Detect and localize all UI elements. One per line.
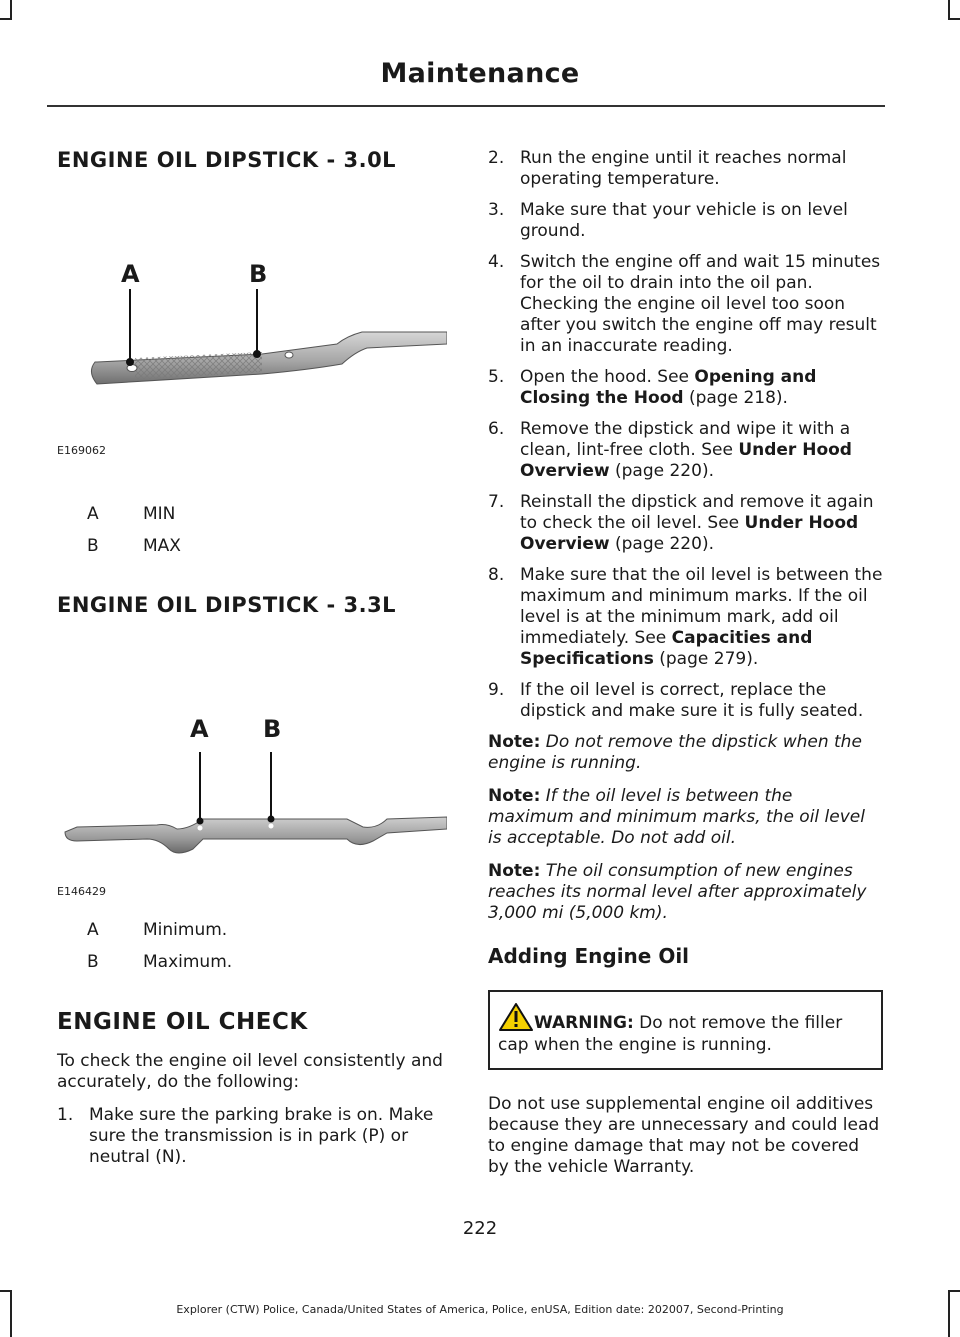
step-text: Remove the dipstick and wipe it with a clean, lint-free cloth. See bbox=[520, 419, 851, 460]
crop-mark bbox=[948, 1290, 960, 1292]
note-label: Note: bbox=[488, 861, 541, 881]
list-item bbox=[57, 1105, 447, 1168]
legend-value: MAX bbox=[143, 536, 181, 556]
page-number: 222 bbox=[462, 1218, 498, 1239]
legend-key: B bbox=[87, 952, 99, 972]
list-item bbox=[488, 680, 883, 722]
legend-row bbox=[57, 504, 447, 525]
figure-id: E146429 bbox=[57, 885, 106, 898]
legend-key: B bbox=[87, 536, 99, 556]
warning-triangle-icon bbox=[498, 1002, 534, 1032]
page-reference: (page 220). bbox=[609, 534, 714, 554]
list-item bbox=[488, 492, 883, 555]
warning-text: Do not remove the filler cap when the engine is running. bbox=[498, 1013, 843, 1055]
crop-mark bbox=[948, 18, 960, 20]
note-text: The oil consumption of new engines reaches its normal level after approximately 3,000 mi (5,000 km). bbox=[488, 861, 867, 923]
step-number: 9. bbox=[488, 680, 505, 700]
legend bbox=[57, 504, 447, 557]
body-text: Do not use supplemental engine oil additives because they are unnecessary and could lead to engine damage that may not be covered by the vehicle Warranty. bbox=[488, 1094, 880, 1177]
cross-reference-link[interactable]: Under Hood Overview bbox=[520, 440, 852, 481]
dipstick-30-illustration bbox=[57, 172, 447, 472]
crop-mark bbox=[0, 1290, 12, 1292]
section-title-dipstick-30: ENGINE OIL DIPSTICK - 3.0L bbox=[57, 148, 397, 172]
intro-text: To check the engine oil level consistently and accurately, do the following: bbox=[57, 1051, 443, 1092]
crop-mark bbox=[0, 18, 12, 20]
steps-list bbox=[488, 148, 883, 722]
step-number: 8. bbox=[488, 565, 505, 585]
dipstick-33-illustration bbox=[57, 617, 447, 912]
page-reference: (page 279). bbox=[653, 649, 759, 669]
notes bbox=[488, 732, 883, 924]
legend-row bbox=[57, 536, 447, 557]
list-item bbox=[488, 200, 883, 242]
legend-row bbox=[57, 952, 447, 973]
crop-mark bbox=[948, 0, 950, 20]
footer-text: Explorer (CTW) Police, Canada/United States of America, Police, enUSA, Edition date: 202007, Second-Printing bbox=[176, 1303, 784, 1316]
callout-b: B bbox=[263, 715, 282, 743]
legend-row bbox=[57, 920, 447, 941]
step-number: 6. bbox=[488, 419, 505, 439]
step-text: If the oil level is correct, replace the dipstick and make sure it is fully seated. bbox=[520, 680, 864, 721]
cross-reference-link[interactable]: Capacities and Specifications bbox=[520, 628, 813, 669]
legend-value: MIN bbox=[143, 504, 176, 524]
step-text: Reinstall the dipstick and remove it again to check the oil level. See bbox=[520, 492, 874, 533]
dipstick-33-figure bbox=[57, 617, 447, 912]
page-reference: (page 220). bbox=[609, 461, 714, 481]
step-text: Make sure that the oil level is between the maximum and minimum marks. If the oil level is at the minimum mark, add oil immediately. See bbox=[520, 565, 883, 648]
steps-list bbox=[57, 1105, 447, 1168]
callout-b: B bbox=[249, 260, 268, 288]
dipstick-30-figure bbox=[57, 172, 447, 472]
step-text: Make sure the parking brake is on. Make sure the transmission is in park (P) or neutral (N). bbox=[89, 1105, 434, 1167]
legend-value: Minimum. bbox=[143, 920, 228, 940]
legend-key: A bbox=[87, 504, 99, 524]
step-number: 4. bbox=[488, 252, 505, 272]
note bbox=[488, 732, 883, 774]
list-item bbox=[488, 419, 883, 482]
right-column bbox=[488, 148, 883, 1178]
page-title: Maintenance bbox=[380, 58, 580, 89]
callout-a: A bbox=[190, 715, 209, 743]
legend bbox=[57, 920, 447, 973]
list-item bbox=[488, 252, 883, 357]
list-item bbox=[488, 565, 883, 670]
legend-key: A bbox=[87, 920, 99, 940]
figure-id: E169062 bbox=[57, 444, 106, 457]
note-label: Note: bbox=[488, 786, 541, 806]
section-title-dipstick-33: ENGINE OIL DIPSTICK - 3.3L bbox=[57, 593, 397, 617]
left-column bbox=[57, 140, 447, 1178]
dipstick-hatch-band bbox=[135, 352, 262, 380]
list-item bbox=[488, 148, 883, 190]
dipstick-33-blade bbox=[65, 817, 447, 853]
crop-mark bbox=[10, 0, 12, 20]
subsection-title-adding-oil: Adding Engine Oil bbox=[488, 944, 690, 968]
note bbox=[488, 861, 883, 924]
step-number: 7. bbox=[488, 492, 505, 512]
step-text: Make sure that your vehicle is on level ground. bbox=[520, 200, 848, 241]
step-number: 3. bbox=[488, 200, 505, 220]
section-title-oil-check: ENGINE OIL CHECK bbox=[57, 1009, 308, 1035]
note-text: Do not remove the dipstick when the engine is running. bbox=[488, 732, 862, 773]
step-number: 2. bbox=[488, 148, 505, 168]
header-divider bbox=[47, 105, 885, 107]
step-number: 1. bbox=[57, 1105, 74, 1125]
list-item bbox=[488, 367, 883, 409]
legend-value: Maximum. bbox=[143, 952, 233, 972]
cross-reference-link[interactable]: Opening and Closing the Hood bbox=[520, 367, 817, 408]
cross-reference-link[interactable]: Under Hood Overview bbox=[520, 513, 859, 554]
warning-label: WARNING: bbox=[534, 1013, 634, 1033]
note-text: If the oil level is between the maximum and minimum marks, the oil level is acceptable. Do not add oil. bbox=[488, 786, 865, 848]
note bbox=[488, 786, 883, 849]
step-text: Open the hood. See bbox=[520, 367, 695, 387]
page-reference: (page 218). bbox=[683, 388, 788, 408]
warning-box bbox=[488, 990, 883, 1070]
step-number: 5. bbox=[488, 367, 505, 387]
callout-a: A bbox=[121, 260, 140, 288]
note-label: Note: bbox=[488, 732, 541, 752]
step-text: Switch the engine off and wait 15 minutes for the oil to drain into the oil pan. Checking the engine oil level too soon after you switch the engine off may result in an inaccurate reading. bbox=[520, 252, 881, 356]
step-text: Run the engine until it reaches normal operating temperature. bbox=[520, 148, 847, 189]
